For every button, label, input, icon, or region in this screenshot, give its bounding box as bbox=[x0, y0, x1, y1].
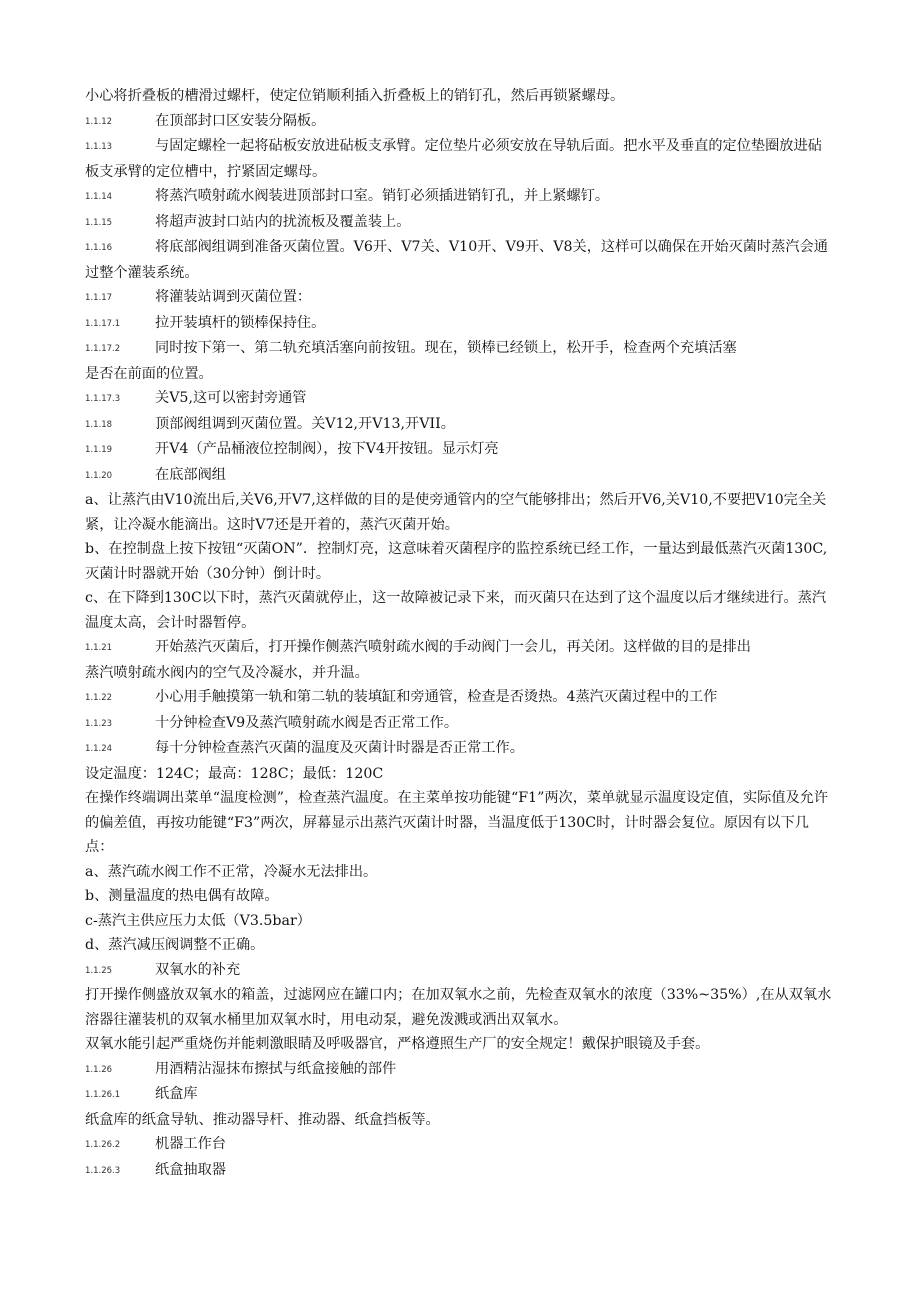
paragraph bbox=[85, 488, 833, 537]
section-number: 1.1.23 bbox=[85, 718, 113, 729]
paragraph bbox=[85, 1032, 833, 1057]
numbered-paragraph bbox=[85, 635, 833, 661]
section-number: 1.1.24 bbox=[85, 744, 113, 754]
paragraph bbox=[85, 909, 833, 934]
paragraph-text: c-蒸汽主供应压力太低（V3.5bar） bbox=[85, 912, 311, 929]
section-number: 1.1.21 bbox=[85, 643, 113, 653]
paragraph-text: 同时按下第一、第二轨充填活塞向前按钮。现在，锁棒已经锁上，松开手，检查两个充填活塞 bbox=[155, 340, 737, 356]
numbered-paragraph bbox=[85, 736, 833, 762]
section-number: 1.1.17.1 bbox=[85, 318, 121, 329]
section-number: 1.1.18 bbox=[85, 419, 113, 430]
paragraph-text: 将灌装站调到灭菌位置： bbox=[155, 289, 312, 305]
paragraph-text: 将超声波封口站内的扰流板及覆盖装上。 bbox=[155, 213, 411, 230]
numbered-paragraph bbox=[85, 1082, 833, 1108]
paragraph bbox=[85, 1108, 833, 1133]
paragraph-text: 双氧水能引起严重烧伤并能刺激眼睛及呼吸器官，严格遵照生产厂的安全规定！戴保护眼镜及手套。 bbox=[85, 1036, 710, 1052]
paragraph bbox=[85, 586, 833, 635]
paragraph-text: 开V4（产品桶液位控制阀），按下V4开按钮。显示灯亮 bbox=[155, 441, 499, 457]
numbered-paragraph bbox=[85, 235, 833, 285]
numbered-paragraph bbox=[85, 210, 833, 236]
numbered-paragraph bbox=[85, 1057, 833, 1083]
paragraph bbox=[85, 661, 833, 686]
paragraph-text: b、测量温度的热电偶有故障。 bbox=[85, 888, 279, 904]
section-number: 1.1.26.3 bbox=[85, 1165, 121, 1176]
section-number: 1.1.17.2 bbox=[85, 344, 121, 354]
paragraph-text: 将底部阀组调到准备灭菌位置。V6开、V7关、V10开、V9开、V8关，这样可以确保在开始灭菌时蒸汽会通过整个灌装系统。 bbox=[85, 239, 828, 281]
numbered-paragraph bbox=[85, 285, 833, 311]
paragraph bbox=[85, 362, 833, 387]
numbered-paragraph bbox=[85, 437, 833, 463]
section-number: 1.1.26.2 bbox=[85, 1140, 121, 1150]
paragraph-text: b、在控制盘上按下按钮“灭菌ON”．控制灯亮，这意味着灭菌程序的监控系统已经工作，一量达到最低蒸汽灭菌130C,灭菌计时器就开始（30分钟）倒计时。 bbox=[85, 541, 828, 582]
paragraph bbox=[85, 84, 833, 109]
section-number: 1.1.13 bbox=[85, 142, 113, 152]
paragraph-text: 每十分钟检查蒸汽灭菌的温度及灭菌计时器是否正常工作。 bbox=[155, 740, 524, 756]
section-number: 1.1.19 bbox=[85, 445, 113, 455]
section-number: 1.1.14 bbox=[85, 192, 113, 202]
paragraph-text: 顶部阀组调到灭菌位置。关V12,开V13,开VII。 bbox=[155, 415, 455, 432]
section-number: 1.1.12 bbox=[85, 116, 113, 127]
section-number: 1.1.25 bbox=[85, 965, 113, 976]
paragraph bbox=[85, 762, 833, 787]
paragraph bbox=[85, 884, 833, 909]
numbered-paragraph bbox=[85, 463, 833, 489]
section-number: 1.1.22 bbox=[85, 693, 113, 703]
paragraph-text: 小心用手触摸第一轨和第二轨的装填缸和旁通管，检查是否烫热。4蒸汽灭菌过程中的工作 bbox=[155, 689, 718, 705]
numbered-paragraph bbox=[85, 685, 833, 711]
paragraph-text: 纸盒抽取器 bbox=[155, 1161, 226, 1178]
paragraph-text: 开始蒸汽灭菌后，打开操作侧蒸汽喷射疏水阀的手动阀门一会儿，再关闭。这样做的目的是排出 bbox=[155, 639, 751, 655]
section-number: 1.1.17.3 bbox=[85, 394, 121, 404]
paragraph-text: 机器工作台 bbox=[155, 1136, 226, 1152]
paragraph bbox=[85, 786, 833, 860]
paragraph-text: 十分钟检查V9及蒸汽喷射疏水阀是否正常工作。 bbox=[155, 714, 459, 731]
numbered-paragraph bbox=[85, 1132, 833, 1158]
paragraph-text: 纸盒库 bbox=[155, 1086, 198, 1102]
paragraph-text: 是否在前面的位置。 bbox=[85, 365, 213, 382]
paragraph-text: 拉开装填杆的锁棒保持住。 bbox=[155, 314, 326, 331]
document-body bbox=[85, 84, 833, 1183]
section-number: 1.1.26 bbox=[85, 1064, 113, 1075]
section-number: 1.1.16 bbox=[85, 243, 113, 253]
numbered-paragraph bbox=[85, 184, 833, 210]
paragraph-text: 蒸汽喷射疏水阀内的空气及冷凝水，并升温。 bbox=[85, 664, 369, 681]
paragraph-text: 双氧水的补充 bbox=[155, 961, 241, 978]
paragraph bbox=[85, 933, 833, 958]
paragraph-text: 在顶部封口区安装分隔板。 bbox=[155, 112, 326, 129]
numbered-paragraph bbox=[85, 958, 833, 984]
paragraph-text: 打开操作侧盛放双氧水的箱盖，过滤网应在罐口内；在加双氧水之前，先检查双氧水的浓度（33%~35%）,在从双氧水溶器往灌装机的双氧水桶里加双氧水时，用电动泵，避免泼溅或洒出双氧水。 bbox=[85, 987, 832, 1028]
section-number: 1.1.15 bbox=[85, 217, 113, 228]
numbered-paragraph bbox=[85, 711, 833, 737]
numbered-paragraph bbox=[85, 311, 833, 337]
paragraph-text: 在操作终端调出菜单“温度检测”，检查蒸汽温度。在主菜单按功能键“F1”两次，菜单就显示温度设定值，实际值及允许的偏差值，再按功能键“F3”两次，屏幕显示出蒸汽灭菌计时器，当温度低于130C时，计时器会复位。原因有以下几点： bbox=[85, 790, 829, 855]
paragraph bbox=[85, 860, 833, 885]
paragraph-text: 设定温度：124C；最高：128C；最低：120C bbox=[85, 765, 384, 782]
paragraph-text: 小心将折叠板的槽滑过螺杆，使定位销顺利插入折叠板上的销钉孔，然后再锁紧螺母。 bbox=[85, 88, 625, 104]
paragraph-text: a、蒸汽疏水阀工作不正常，冷凝水无法排出。 bbox=[85, 863, 378, 880]
paragraph-text: 关V5,这可以密封旁通管 bbox=[155, 390, 307, 406]
numbered-paragraph bbox=[85, 109, 833, 135]
paragraph bbox=[85, 983, 833, 1032]
section-number: 1.1.26.1 bbox=[85, 1090, 121, 1100]
section-number: 1.1.20 bbox=[85, 470, 113, 481]
paragraph-text: 与固定螺栓一起将砧板安放进砧板支承臂。定位垫片必须安放在导轨后面。把水平及垂直的定位垫圈放进砧板支承臂的定位槽中，拧紧固定螺母。 bbox=[85, 138, 822, 180]
paragraph-text: 在底部阀组 bbox=[155, 466, 226, 483]
section-number: 1.1.17 bbox=[85, 293, 113, 303]
paragraph-text: d、蒸汽减压阀调整不正确。 bbox=[85, 937, 265, 953]
numbered-paragraph bbox=[85, 1158, 833, 1184]
numbered-paragraph bbox=[85, 412, 833, 438]
paragraph-text: 用酒精沾湿抹布擦拭与纸盒接触的部件 bbox=[155, 1060, 397, 1077]
numbered-paragraph bbox=[85, 386, 833, 412]
paragraph-text: a、让蒸汽由V10流出后,关V6,开V7,这样做的目的是使旁通管内的空气能够排出；然后开V6,关V10,不要把V10完全关紧，让冷凝水能滴出。这时V7还是开着的，蒸汽灭菌开始。 bbox=[85, 492, 827, 533]
numbered-paragraph bbox=[85, 134, 833, 184]
paragraph bbox=[85, 537, 833, 586]
paragraph-text: 将蒸汽喷射疏水阀装进顶部封口室。销钉必须插进销钉孔，并上紧螺钉。 bbox=[155, 188, 610, 204]
paragraph-text: 纸盒库的纸盒导轨、推动器导杆、推动器、纸盒挡板等。 bbox=[85, 1111, 440, 1128]
numbered-paragraph bbox=[85, 336, 833, 362]
paragraph-text: c、在下降到130C以下时，蒸汽灭菌就停止，这一故障被记录下来，而灭菌只在达到了这个温度以后才继续进行。蒸汽温度太高，会计时器暂停。 bbox=[85, 590, 827, 631]
